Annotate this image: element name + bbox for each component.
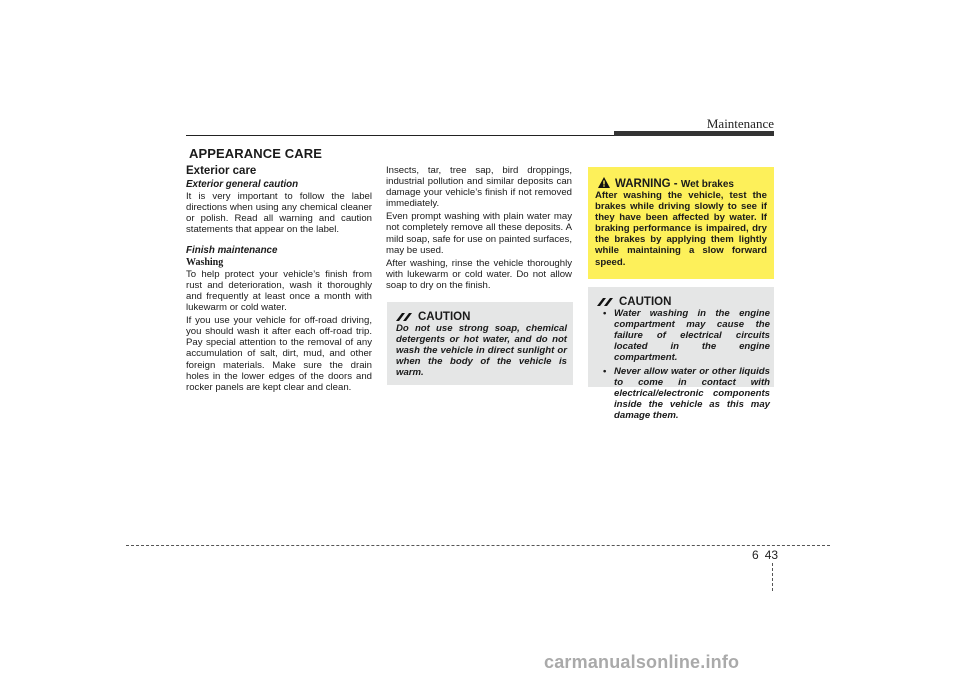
column-middle (386, 165, 572, 293)
warning-text: After washing the vehicle, test the brakes while driving slowly to see if they have been affected by water. If braking performance is impaired, dry the brakes by applying them lightly while maintaining a slow forward speed. (595, 190, 767, 268)
paragraph-label-directions: It is very important to follow the label directions when using any chemical cleaner or polish. Read all warning and caution statements that appear on the label. (186, 191, 372, 236)
warning-label: WARNING - (615, 178, 681, 190)
paragraph-protect-finish: To help protect your vehicle’s finish from rust and deterioration, wash it thoroughly and frequently at least once a month with lukewarm or cold water. (186, 268, 372, 314)
warning-subtitle: Wet brakes (680, 179, 734, 190)
caution-text: Do not use strong soap, chemical detergents or hot water, and do not wash the vehicle in direct sunlight or when the body of the vehicle is warm. (396, 323, 567, 378)
subheading-finish-maintenance: Finish maintenance (186, 244, 278, 256)
caution-list-item: • Water washing in the engine compartment may cause the failure of electrical circuits located in the engine compartment. (594, 308, 770, 363)
watermark: carmanualsonline.info (544, 652, 740, 672)
running-header: Maintenance (706, 116, 774, 131)
paragraph-prompt-washing: Even prompt washing with plain water may not completely remove all these deposits. A mild soap, safe for use on painted surfaces, may be used. (386, 211, 572, 256)
subheading-general-caution: Exterior general caution (186, 179, 299, 191)
heading-exterior-care: Exterior care (186, 165, 257, 177)
caution-box-engine (588, 287, 774, 421)
paragraph-deposits: Insects, tar, tree sap, bird droppings, industrial pollution and similar deposits can damage your vehicle’s finish if not removed immediately. (386, 165, 572, 210)
section-title: APPEARANCE CARE (189, 146, 322, 161)
page-number (752, 548, 778, 562)
page-number-value: 43 (764, 548, 779, 562)
chapter-number: 6 (752, 548, 759, 562)
subheading-washing: Washing (186, 256, 224, 268)
header-rule-thick (614, 131, 774, 136)
paragraph-off-road: If you use your vehicle for off-road driving, you should wash it after each off-road trip. Pay special attention to the removal of any accumulation of salt, dirt, mud, and other foreign materials. Make sure the drain holes in the lower edges of the doors and rocker panels are kept clear and clean. (186, 315, 372, 393)
caution-title: CAUTION (418, 311, 471, 323)
warning-box-wet-brakes (588, 167, 774, 279)
footer-rule (126, 545, 830, 546)
header-rule (186, 135, 614, 136)
caution-list (594, 308, 770, 424)
warning-title (615, 178, 734, 190)
caution-title: CAUTION (619, 296, 672, 308)
column-left (186, 165, 372, 395)
caution-list-item: • Never allow water or other liquids to come in contact with electrical/electronic components inside the vehicle as this may damage them. (594, 366, 770, 421)
paragraph-rinse: After washing, rinse the vehicle thoroughly with lukewarm or cold water. Do not allow soap to dry on the finish. (386, 257, 572, 291)
footer-vertical-rule (772, 563, 773, 591)
caution-box-soap (387, 302, 573, 385)
